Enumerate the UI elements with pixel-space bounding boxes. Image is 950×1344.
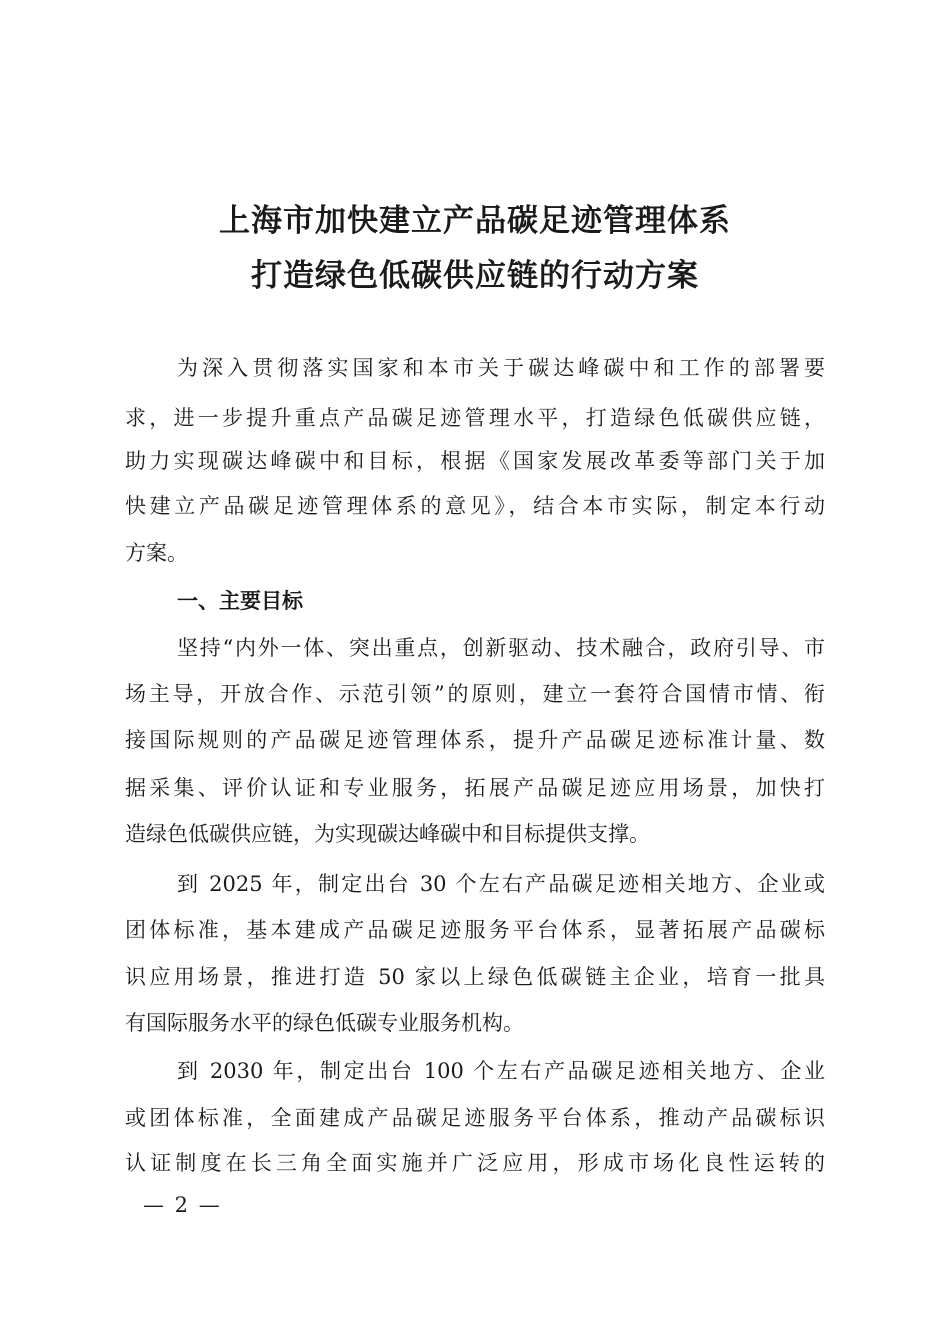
paragraph-4-line-3: 认证制度在长三角全面实施并广泛应用，形成市场化良性运转的	[125, 1151, 825, 1175]
paragraph-1-line-2: 求，进一步提升重点产品碳足迹管理水平，打造绿色低碳供应链，	[125, 406, 825, 430]
paragraph-2-line-2: 场主导，开放合作、示范引领”的原则，建立一套符合国情市情、衔	[125, 682, 825, 706]
section-heading: 一、主要目标	[177, 589, 303, 613]
paragraph-3-line-2: 团体标准，基本建成产品碳足迹服务平台体系，显著拓展产品碳标	[125, 918, 825, 942]
paragraph-1-line-1: 为深入贯彻落实国家和本市关于碳达峰碳中和工作的部署要	[177, 356, 825, 380]
paragraph-2-line-4: 据采集、评价认证和专业服务，拓展产品碳足迹应用场景，加快打	[125, 776, 825, 800]
paragraph-1-line-5: 方案。	[125, 541, 188, 565]
paragraph-3-line-4: 有国际服务水平的绿色低碳专业服务机构。	[125, 1011, 524, 1035]
paragraph-1-line-3: 助力实现碳达峰碳中和目标，根据《国家发展改革委等部门关于加	[125, 449, 825, 473]
paragraph-4-line-1: 到 2030 年，制定出台 100 个左右产品碳足迹相关地方、企业	[177, 1059, 825, 1083]
document-title-line-1: 上海市加快建立产品碳足迹管理体系	[219, 203, 731, 239]
paragraph-2-line-5: 造绿色低碳供应链，为实现碳达峰碳中和目标提供支撑。	[125, 822, 650, 846]
paragraph-1-line-4: 快建立产品碳足迹管理体系的意见》，结合本市实际，制定本行动	[125, 494, 825, 518]
paragraph-2-line-1: 坚持“内外一体、突出重点，创新驱动、技术融合，政府引导、市	[177, 636, 825, 660]
paragraph-2-line-3: 接国际规则的产品碳足迹管理体系，提升产品碳足迹标准计量、数	[125, 728, 825, 752]
paragraph-3-line-1: 到 2025 年，制定出台 30 个左右产品碳足迹相关地方、企业或	[177, 872, 825, 896]
page-number: — 2 —	[143, 1193, 222, 1217]
paragraph-4-line-2: 或团体标准，全面建成产品碳足迹服务平台体系，推动产品碳标识	[125, 1106, 825, 1130]
paragraph-3-line-3: 识应用场景，推进打造 50 家以上绿色低碳链主企业，培育一批具	[125, 965, 825, 989]
document-title-line-2: 打造绿色低碳供应链的行动方案	[251, 258, 699, 294]
